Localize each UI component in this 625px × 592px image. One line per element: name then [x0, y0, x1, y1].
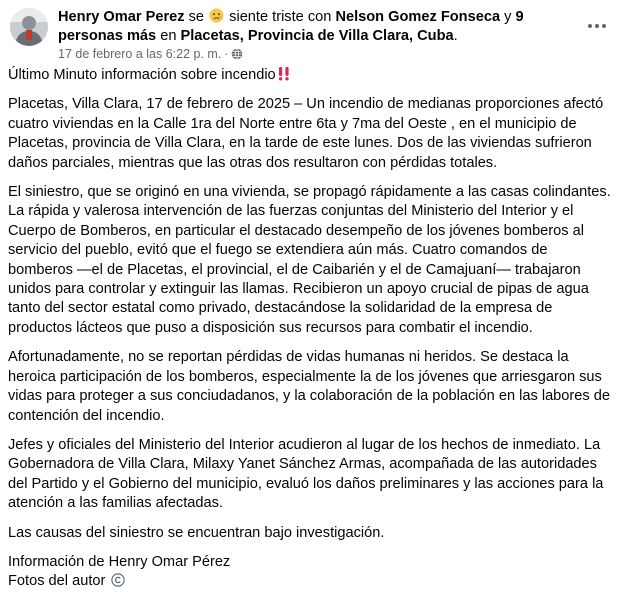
- paragraph-1: Placetas, Villa Clara, 17 de febrero de 2025 – Un incendio de medianas proporciones afectó cuatro viviendas en la Calle 1ra del Norte entre 6ta y 7ma del Oeste , en el municipio de Placetas, provincia de Villa Clara, en la tarde de este lunes. Dos de las viviendas sufrieron daños parciales, mientras que las otras dos resultaron con pérdidas totales.: [8, 96, 604, 171]
- post-body: [8, 66, 615, 592]
- globe-icon[interactable]: [231, 48, 243, 60]
- headline: Último Minuto información sobre incendio: [8, 67, 276, 83]
- location-prefix: en: [160, 28, 177, 44]
- more-options-icon: [587, 23, 607, 29]
- location-end: .: [453, 28, 458, 44]
- tagged-person[interactable]: Nelson Gomez Fonseca: [335, 9, 501, 25]
- paragraph-4: Jefes y oficiales del Ministerio del Interior acudieron al lugar de los hechos de inmediato. La Gobernadora de Villa Clara, Milaxy Yanet Sánchez Armas, acompañada de las autoridades del Partido y el Gobierno del municipio, evaluó los daños preliminares y las acciones para la atención a las familias afectadas.: [8, 436, 604, 512]
- copyright-icon: [111, 573, 125, 587]
- credit-photos: Fotos del autor: [8, 573, 106, 590]
- post-header: [8, 6, 617, 61]
- sad-face-icon: [209, 8, 224, 23]
- and-text: y: [504, 9, 512, 25]
- timestamp[interactable]: 17 de febrero a las 6:22 p. m.: [58, 47, 222, 61]
- feeling-prefix: se: [188, 9, 205, 25]
- post-header-text: [58, 8, 578, 46]
- paragraph-5: Las causas del siniestro se encuentran bajo investigación.: [8, 524, 385, 541]
- headline-paragraph: [8, 66, 615, 85]
- more-options-button[interactable]: [583, 16, 611, 36]
- credit-line-2: [8, 572, 615, 591]
- author-name[interactable]: Henry Omar Perez: [58, 9, 185, 25]
- paragraph-3: Afortunadamente, no se reportan pérdidas de vidas humanas ni heridos. Se destaca la heroica participación de los bomberos, especialmente la de los jóvenes que arriesgaron sus vidas para proteger a sus conciudadanos, y la colaboración de la población en las labores de contención del incendio.: [8, 349, 610, 424]
- location-link[interactable]: Placetas, Provincia de Villa Clara, Cuba: [180, 28, 454, 44]
- feeling-text: siente triste con: [229, 9, 332, 25]
- post-meta: [58, 46, 243, 62]
- avatar-photo: [10, 8, 48, 46]
- credit-line-1: Información de Henry Omar Pérez: [8, 553, 231, 570]
- double-exclamation-icon: [277, 66, 291, 81]
- avatar[interactable]: [10, 8, 48, 46]
- others-link[interactable]: 9 personas más: [58, 9, 524, 44]
- paragraph-2: El siniestro, que se originó en una vivienda, se propagó rápidamente a las casas colindantes. La rápida y valerosa intervención de las fuerzas conjuntas del Ministerio del Interior y el Cuerpo de Bomberos, en particular el destacado desempeño de los jóvenes bomberos al servicio del pueblo, evitó que el fuego se extendiera aún más. Cuatro comandos de bomberos —el de Placetas, el provincial, el de Caibarién y el de Camajuaní— trabajaron unidos para controlar y extinguir las llamas. Recibieron un apoyo crucial de pipas de agua tanto del sector estatal como privado, destacándose la solidaridad de la empresa de productos lácteos que puso a disposición sus recursos para combatir el incendio.: [8, 184, 611, 336]
- meta-separator: ·: [224, 47, 229, 61]
